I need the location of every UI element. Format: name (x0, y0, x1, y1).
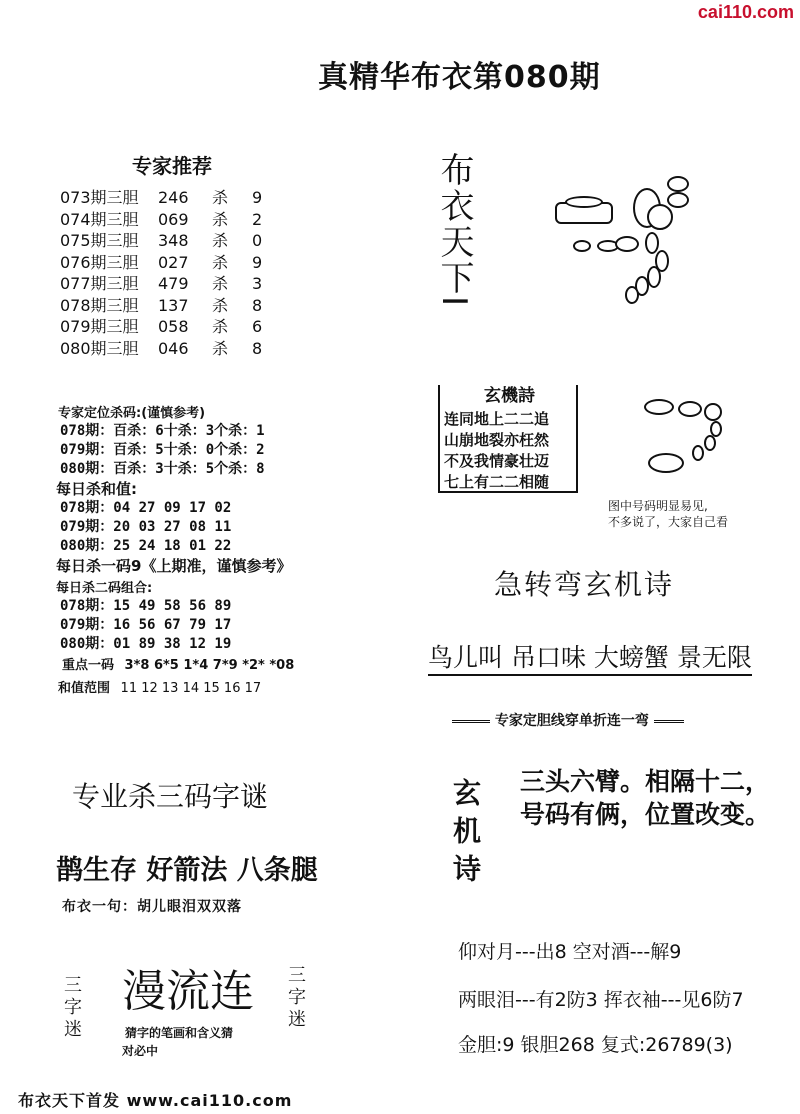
daily-two-row: 078期：15 49 58 56 89 (60, 598, 232, 614)
daily-sum-heading: 每日杀和值: (56, 480, 137, 498)
position-kill-heading: 专家定位杀码:(谨慎参考) (58, 406, 206, 421)
key-code-label: 重点一码 (62, 658, 115, 673)
final-line-1: 仰对月---出8 空对酒---解9 (458, 941, 682, 963)
expert-row (60, 207, 262, 230)
expert-nums: 246 (158, 188, 189, 207)
coins-illustration-2 (640, 395, 750, 485)
expert-period: 074期三胆 (60, 209, 139, 229)
xuanji-line-1: 连同地上二二追 (444, 410, 550, 428)
expert-kill-label: 杀 (212, 274, 229, 293)
expert-kill-label: 杀 (212, 338, 229, 358)
riddle-heading: 专业杀三码字谜 (72, 780, 269, 813)
expert-row (60, 336, 262, 359)
final-line-2: 两眼泪---有2防3 挥衣袖---见6防7 (458, 989, 744, 1011)
coins-illustration (555, 170, 695, 310)
expert-kill: 8 (252, 295, 263, 315)
expert-kill: 0 (252, 231, 263, 250)
expert-kill-label: 杀 (212, 209, 229, 229)
expert-kill: 9 (252, 252, 263, 272)
expert-kill-label: 杀 (212, 188, 229, 207)
expert-nums: 137 (158, 295, 189, 315)
expert-kill-label: 杀 (212, 252, 229, 272)
divider-right (654, 720, 684, 723)
turn-poem-title: 急转弯玄机诗 (494, 568, 675, 601)
daily-two-row: 080期：01 89 38 12 19 (60, 636, 232, 652)
sum-range-row (58, 677, 261, 696)
xuanji-vertical: 玄机诗 (449, 778, 482, 892)
xuanji-title: 玄機詩 (478, 381, 541, 406)
expert-period: 079期三胆 (60, 317, 139, 336)
expert-kill: 3 (252, 274, 263, 293)
expert-period: 080期三胆 (60, 338, 139, 358)
page-title: 真精华布衣第080期 (318, 60, 601, 95)
position-kill-row: 080期：百杀：3十杀：5个杀：8 (60, 461, 265, 477)
sum-range-value: 11 12 13 14 15 16 17 (120, 681, 262, 696)
daily-two-row: 079期：16 56 67 79 17 (60, 617, 232, 633)
divider-left (452, 720, 490, 723)
expert-row (60, 293, 262, 316)
xuanji-poem-1: 三头六臂。相隔十二， (520, 767, 771, 796)
expert-nums: 058 (158, 317, 189, 336)
expert-row (60, 314, 262, 337)
expert-nums: 046 (158, 338, 189, 358)
key-code-row (62, 654, 294, 673)
expert-period: 078期三胆 (60, 295, 139, 315)
expert-nums: 069 (158, 209, 189, 229)
site-logo-text[interactable]: cai110.com (697, 2, 794, 22)
sum-range-label: 和值范围 (58, 681, 111, 696)
expert-row (60, 228, 262, 251)
expert-row (60, 185, 262, 208)
daily-two-heading: 每日杀二码组合: (56, 581, 153, 596)
expert-row (60, 271, 262, 294)
three-char-right: 三字迷 (285, 965, 306, 1031)
expert-period: 075期三胆 (60, 231, 139, 250)
expert-row (60, 250, 262, 273)
three-char-word: 漫流连 (122, 966, 254, 1017)
final-line-3: 金胆:9 银胆268 复式:26789(3) (458, 1034, 733, 1056)
xuanji-note-1: 图中号码明显易见, (608, 499, 708, 513)
position-kill-row: 079期：百杀：5十杀：0个杀：2 (60, 442, 265, 458)
xuanji-line-2: 山崩地裂亦枉然 (444, 431, 550, 449)
expert-line-text: 专家定胆线穿单折连一弯 (494, 713, 649, 729)
buyi-line: 布衣一句：胡儿眼泪双双落 (62, 899, 242, 915)
expert-period: 073期三胆 (60, 188, 139, 207)
position-kill-row: 078期：百杀：6十杀：3个杀：1 (60, 423, 265, 439)
expert-period: 076期三胆 (60, 252, 139, 272)
expert-kill: 2 (252, 209, 263, 229)
three-char-note1: 猜字的笔画和含义猜 (125, 1026, 234, 1040)
expert-kill: 8 (252, 338, 263, 358)
key-code-value: 3*8 6*5 1*4 7*9 *2* *08 (124, 658, 295, 673)
turn-poem-text: 鸟儿叫 吊口味 大螃蟹 景无限 (428, 638, 752, 676)
xuanji-line-4: 七上有二二相随 (444, 473, 550, 491)
daily-sum-row: 079期：20 03 27 08 11 (60, 519, 232, 535)
expert-nums: 027 (158, 252, 189, 272)
footer-text: 布衣天下首发 www.cai110.com (18, 1091, 293, 1110)
three-char-left: 三字迷 (61, 975, 82, 1041)
expert-nums: 479 (158, 274, 189, 293)
expert-kill-label: 杀 (212, 317, 229, 336)
riddle-text: 鹊生存 好箭法 八条腿 (56, 855, 318, 886)
expert-line-row (452, 710, 684, 730)
expert-kill: 9 (252, 188, 263, 207)
xuanji-poem-2: 号码有俩，位置改变。 (520, 800, 771, 829)
daily-sum-row: 078期：04 27 09 17 02 (60, 500, 232, 516)
daily-sum-row: 080期：25 24 18 01 22 (60, 538, 232, 554)
three-char-note2: 对必中 (122, 1044, 159, 1058)
expert-kill-label: 杀 (212, 231, 229, 250)
expert-kill-label: 杀 (212, 295, 229, 315)
buyi-vertical-title: 布衣天下I (434, 152, 474, 309)
xuanji-line-3: 不及我情豪壮迈 (444, 452, 550, 470)
expert-nums: 348 (158, 231, 189, 250)
expert-period: 077期三胆 (60, 274, 139, 293)
xuanji-note-2: 不多说了，大家自己看 (608, 515, 729, 529)
expert-heading: 专家推荐 (132, 154, 212, 178)
expert-kill: 6 (252, 317, 263, 336)
daily-one-code: 每日杀一码9《上期准，谨慎参考》 (56, 557, 292, 575)
